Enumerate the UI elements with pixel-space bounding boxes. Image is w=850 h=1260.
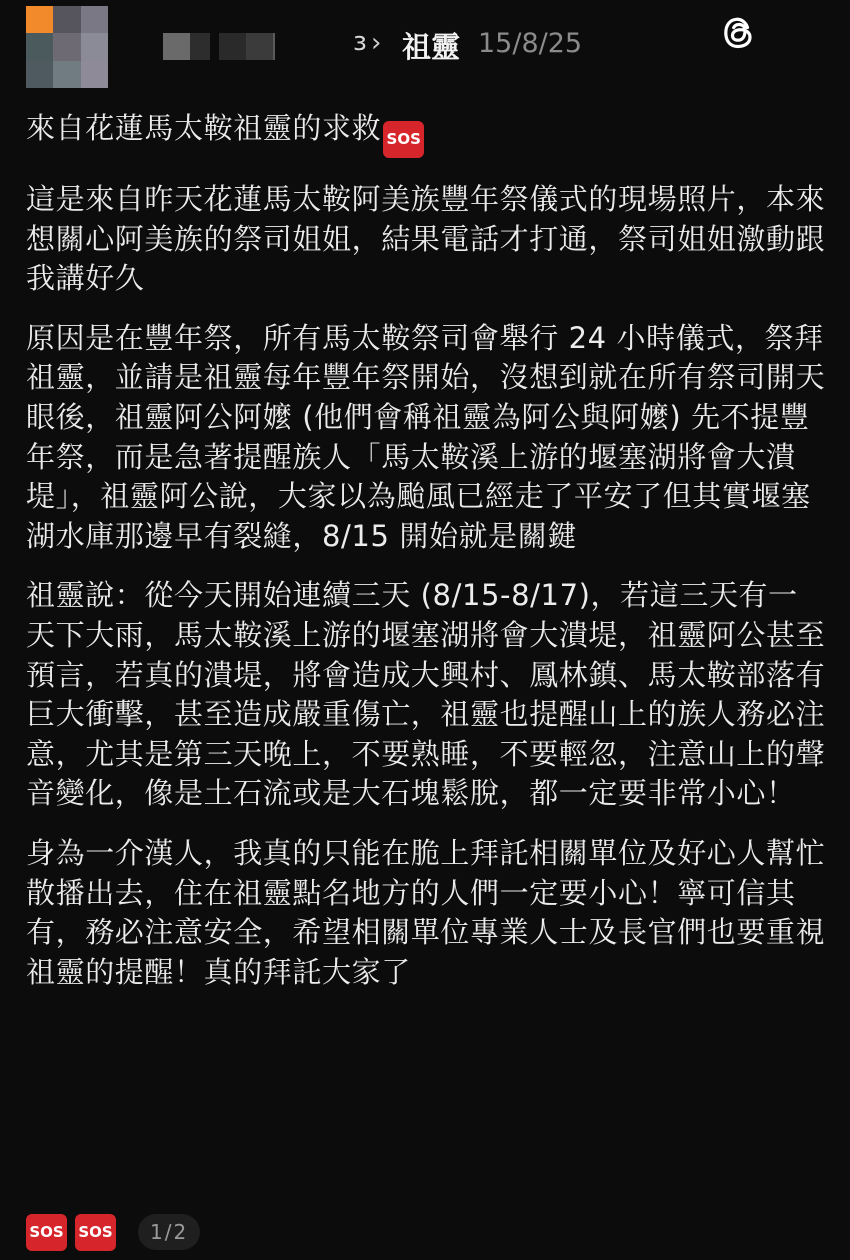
topic-tag[interactable]: 祖靈 xyxy=(402,30,461,64)
post-body xyxy=(26,109,826,1012)
breadcrumb-chevron-icon: › xyxy=(371,28,382,58)
avatar-pixel xyxy=(53,6,80,33)
post-paragraph: 祖靈說：從今天開始連續三天 (8/15-8/17)，若這三天有一天下大雨，馬太鞍溪上游的堰塞湖將會大潰堤，祖靈阿公甚至預言，若真的潰堤，將會造成大興村、鳳林鎮、馬太鞍部落有巨大衝擊，甚至造成嚴重傷亡，祖靈也提醒山上的族人務必注意，尤其是第三天晚上，不要熟睡，不要輕忽，注意山上的聲音變化，像是土石流或是大石塊鬆脫，都一定要非常小心！ xyxy=(26,578,826,811)
post-date: 15/8/25 xyxy=(478,28,583,59)
redaction-block xyxy=(273,33,275,60)
avatar-pixel xyxy=(81,61,108,88)
avatar-pixel xyxy=(53,33,80,60)
username-redacted[interactable] xyxy=(219,33,275,60)
avatar[interactable] xyxy=(26,6,108,88)
sos-emoji-icon: SOS xyxy=(26,1214,67,1251)
image-page-indicator[interactable]: 1/2 xyxy=(138,1214,200,1250)
avatar-pixel xyxy=(81,6,108,33)
avatar-pixel xyxy=(26,61,53,88)
post-title-text: 來自花蓮馬太鞍祖靈的求救 xyxy=(26,111,382,145)
sos-emoji-icon: SOS xyxy=(75,1214,116,1251)
avatar-pixel xyxy=(81,33,108,60)
post-footer xyxy=(26,1212,200,1252)
avatar-pixel xyxy=(53,61,80,88)
post-header xyxy=(0,0,850,100)
username-fragment[interactable]: ɜ xyxy=(353,27,367,57)
post-paragraph: 這是來自昨天花蓮馬太鞍阿美族豐年祭儀式的現場照片，本來想關心阿美族的祭司姐姐，結果電話才打通，祭司姐姐激動跟我講好久 xyxy=(26,182,826,296)
redaction-block xyxy=(219,33,246,60)
redaction-block xyxy=(246,33,273,60)
redaction-block xyxy=(190,33,210,60)
post-paragraph: 身為一介漢人，我真的只能在脆上拜託相關單位及好心人幫忙散播出去，住在祖靈點名地方的人們一定要小心！寧可信其有，務必注意安全，希望相關單位專業人士及長官們也要重視祖靈的提醒！真的拜託大家了 xyxy=(26,835,826,989)
post-title xyxy=(26,109,826,158)
post-paragraph: 原因是在豐年祭，所有馬太鞍祭司會舉行 24 小時儀式，祭拜祖靈，並請是祖靈每年豐年祭開始，沒想到就在所有祭司開天眼後，祖靈阿公阿嬤 (他們會稱祖靈為阿公與阿嬤) 先不提豐年祭，而是急著提醒族人「馬太鞍溪上游的堰塞湖將會大潰堤」，祖靈阿公說，大家以為颱風已經走了平安了但其實堰塞湖水庫那邊早有裂縫，8/15 開始就是關鍵 xyxy=(26,320,826,553)
username-redacted[interactable] xyxy=(163,33,210,60)
avatar-pixel xyxy=(26,33,53,60)
threads-icon[interactable] xyxy=(721,15,757,51)
sos-emoji-icon: SOS xyxy=(383,121,424,158)
redaction-block xyxy=(163,33,190,60)
avatar-pixel xyxy=(26,6,53,33)
